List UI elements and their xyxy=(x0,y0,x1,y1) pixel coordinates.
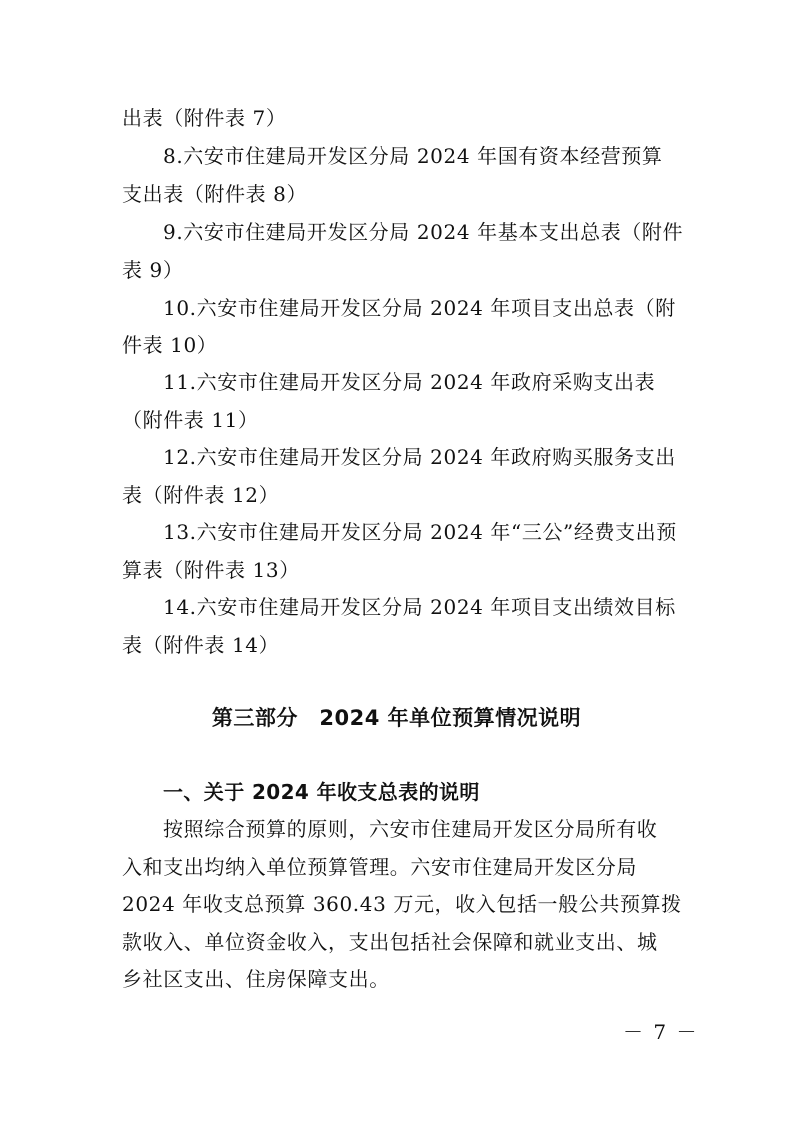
list-item-continuation: 表（附件表 12） xyxy=(122,483,280,507)
list-item-13: 13.六安市住建局开发区分局 2024 年“三公”经费支出预 xyxy=(163,520,677,544)
list-item-9: 9.六安市住建局开发区分局 2024 年基本支出总表（附件 xyxy=(163,220,684,244)
body-paragraph-line: 按照综合预算的原则，六安市住建局开发区分局所有收 xyxy=(163,817,658,841)
list-item-continuation: 表（附件表 14） xyxy=(122,633,280,657)
list-item-8: 8.六安市住建局开发区分局 2024 年国有资本经营预算 xyxy=(163,144,663,168)
body-paragraph-line: 入和支出均纳入单位预算管理。六安市住建局开发区分局 xyxy=(122,855,637,879)
body-paragraph-line: 2024 年收支总预算 360.43 万元，收入包括一般公共预算拨 xyxy=(122,892,682,916)
body-paragraph-line: 乡社区支出、住房保障支出。 xyxy=(122,967,390,991)
list-item-continuation: （附件表 11） xyxy=(122,408,259,432)
list-item-11: 11.六安市住建局开发区分局 2024 年政府采购支出表 xyxy=(163,370,656,394)
section-heading: 一、关于 2024 年收支总表的说明 xyxy=(163,780,480,804)
list-item-continuation: 表 9） xyxy=(122,258,184,282)
list-item-continuation: 出表（附件表 7） xyxy=(122,106,287,130)
list-item-continuation: 件表 10） xyxy=(122,333,218,357)
list-item-continuation: 算表（附件表 13） xyxy=(122,558,300,582)
list-item-14: 14.六安市住建局开发区分局 2024 年项目支出绩效目标 xyxy=(163,595,676,619)
body-paragraph-line: 款收入、单位资金收入，支出包括社会保障和就业支出、城 xyxy=(122,930,658,954)
list-item-10: 10.六安市住建局开发区分局 2024 年项目支出总表（附 xyxy=(163,296,676,320)
part-heading: 第三部分 2024 年单位预算情况说明 xyxy=(211,706,582,730)
list-item-continuation: 支出表（附件表 8） xyxy=(122,182,308,206)
list-item-12: 12.六安市住建局开发区分局 2024 年政府购买服务支出 xyxy=(163,445,676,469)
page-number: － 7 － xyxy=(623,1020,699,1044)
